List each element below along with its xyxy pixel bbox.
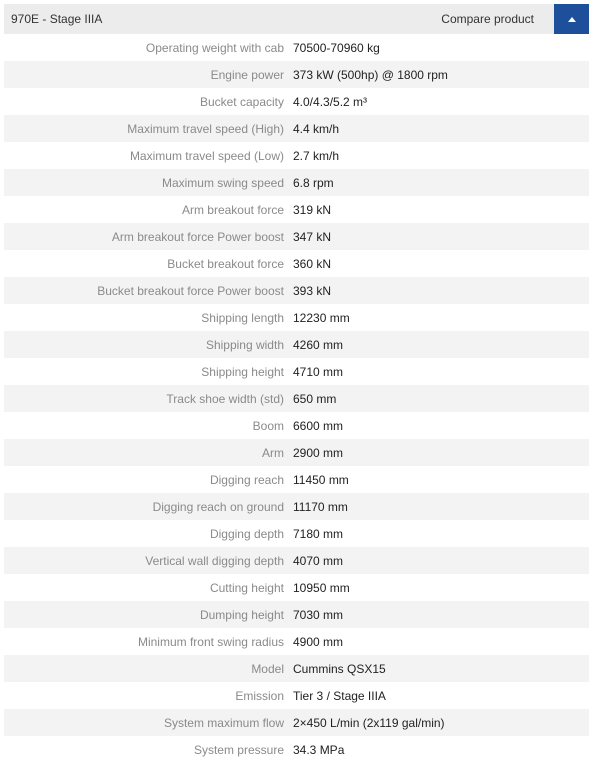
spec-row bbox=[4, 169, 589, 196]
spec-row bbox=[4, 88, 589, 115]
spec-label: Arm bbox=[262, 445, 284, 460]
spec-row bbox=[4, 304, 589, 331]
spec-row bbox=[4, 655, 589, 682]
spec-label: Shipping height bbox=[201, 364, 284, 379]
spec-value: 11450 mm bbox=[293, 472, 349, 487]
spec-value: 393 kN bbox=[293, 283, 332, 298]
spec-value: 7180 mm bbox=[293, 526, 344, 541]
spec-row bbox=[4, 682, 589, 709]
spec-row bbox=[4, 277, 589, 304]
spec-row bbox=[4, 736, 589, 763]
spec-value: Tier 3 / Stage IIIA bbox=[293, 688, 386, 703]
spec-label: Shipping length bbox=[201, 310, 284, 325]
spec-value: 7030 mm bbox=[293, 607, 344, 622]
spec-value: 6600 mm bbox=[293, 418, 344, 433]
spec-label: Model bbox=[251, 661, 284, 676]
spec-row bbox=[4, 574, 589, 601]
spec-value: 34.3 MPa bbox=[293, 742, 345, 757]
spec-label: Track shoe width (std) bbox=[166, 391, 284, 406]
spec-row bbox=[4, 439, 589, 466]
spec-row bbox=[4, 196, 589, 223]
spec-row bbox=[4, 628, 589, 655]
spec-label: Cutting height bbox=[209, 580, 284, 595]
caret-up-icon bbox=[568, 17, 576, 22]
spec-label: Vertical wall digging depth bbox=[145, 553, 284, 568]
spec-row bbox=[4, 547, 589, 574]
spec-label: System maximum flow bbox=[163, 715, 284, 730]
spec-value: 360 kN bbox=[293, 256, 332, 271]
spec-row bbox=[4, 466, 589, 493]
spec-label: Emission bbox=[235, 688, 284, 703]
spec-row bbox=[4, 493, 589, 520]
collapse-toggle-button[interactable] bbox=[554, 4, 589, 34]
spec-row bbox=[4, 61, 589, 88]
spec-value: 2900 mm bbox=[293, 445, 344, 460]
panel-header bbox=[4, 4, 589, 34]
spec-value: 11170 mm bbox=[293, 499, 348, 514]
spec-label: Engine power bbox=[210, 67, 284, 82]
spec-value: 10950 mm bbox=[293, 580, 350, 595]
spec-value: 4.0/4.3/5.2 m³ bbox=[293, 94, 368, 109]
spec-value: 650 mm bbox=[293, 391, 337, 406]
spec-value: 319 kN bbox=[293, 202, 332, 217]
spec-row bbox=[4, 358, 589, 385]
spec-value: 4260 mm bbox=[293, 337, 344, 352]
spec-row bbox=[4, 331, 589, 358]
spec-row bbox=[4, 601, 589, 628]
spec-value: 2.7 km/h bbox=[293, 148, 340, 163]
spec-value: 373 kW (500hp) @ 1800 rpm bbox=[293, 67, 448, 82]
spec-label: Boom bbox=[252, 418, 284, 433]
spec-row bbox=[4, 709, 589, 736]
spec-value: 12230 mm bbox=[293, 310, 350, 325]
product-title: 970E - Stage IIIA bbox=[11, 12, 103, 26]
spec-label: Maximum travel speed (High) bbox=[127, 121, 284, 136]
spec-label: Digging reach bbox=[209, 472, 284, 487]
spec-row bbox=[4, 115, 589, 142]
spec-value: Cummins QSX15 bbox=[293, 661, 386, 676]
spec-value: 4070 mm bbox=[293, 553, 344, 568]
spec-label: Bucket breakout force Power boost bbox=[97, 283, 284, 298]
spec-value: 4900 mm bbox=[293, 634, 344, 649]
spec-row bbox=[4, 520, 589, 547]
spec-label: Maximum travel speed (Low) bbox=[129, 148, 284, 163]
spec-label: Digging depth bbox=[209, 526, 284, 541]
spec-label: Maximum swing speed bbox=[161, 175, 284, 190]
spec-label: Operating weight with cab bbox=[145, 40, 284, 55]
spec-value: 4.4 km/h bbox=[293, 121, 340, 136]
spec-label: Arm breakout force bbox=[181, 202, 284, 217]
spec-label: Shipping width bbox=[205, 337, 284, 352]
spec-value: 6.8 rpm bbox=[293, 175, 334, 190]
spec-value: 4710 mm bbox=[293, 364, 344, 379]
spec-label: Arm breakout force Power boost bbox=[111, 229, 284, 244]
spec-table bbox=[4, 34, 589, 763]
spec-row bbox=[4, 250, 589, 277]
spec-value: 70500-70960 kg bbox=[293, 40, 380, 55]
spec-row bbox=[4, 223, 589, 250]
spec-row bbox=[4, 412, 589, 439]
spec-label: System pressure bbox=[193, 742, 284, 757]
spec-label: Bucket capacity bbox=[199, 94, 284, 109]
spec-row bbox=[4, 34, 589, 61]
spec-panel bbox=[4, 4, 589, 763]
compare-product-link[interactable]: Compare product bbox=[441, 12, 534, 26]
spec-label: Minimum front swing radius bbox=[137, 634, 284, 649]
spec-row bbox=[4, 142, 589, 169]
spec-label: Bucket breakout force bbox=[167, 256, 284, 271]
spec-label: Dumping height bbox=[199, 607, 284, 622]
spec-label: Digging reach on ground bbox=[152, 499, 284, 514]
spec-value: 2×450 L/min (2x119 gal/min) bbox=[293, 715, 445, 730]
spec-row bbox=[4, 385, 589, 412]
spec-value: 347 kN bbox=[293, 229, 332, 244]
